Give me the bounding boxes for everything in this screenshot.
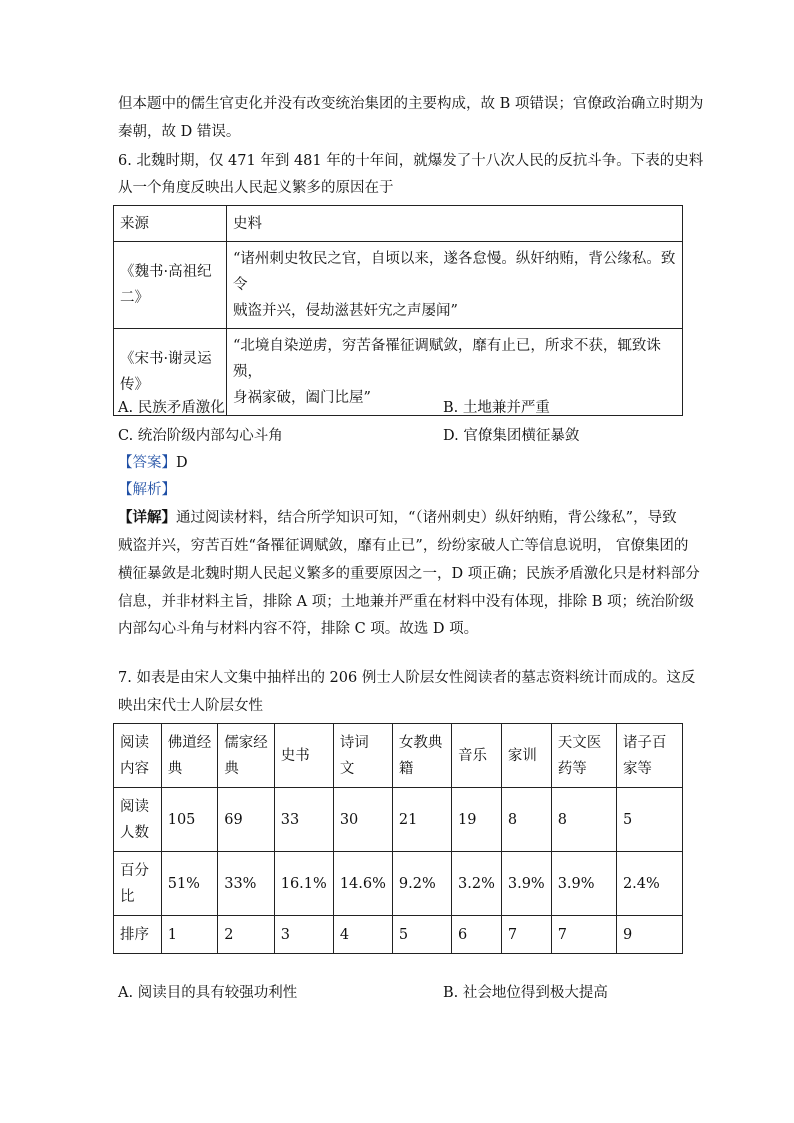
table-cell: 21 bbox=[392, 788, 451, 852]
q6-detail-line-3: 横征暴敛是北魏时期人民起义繁多的重要原因之一，D 项正确；民族矛盾激化只是材料部分 bbox=[118, 566, 700, 582]
q6-stem-line-1: 6. 北魏时期，仅 471 年到 481 年的十年间，就爆发了十八次人民的反抗斗争。下表的史料 bbox=[118, 153, 704, 169]
table-cell-text: “诸州刺史牧民之官，自顷以来，遂各怠慢。纵奸纳贿，背公缘私。致令 贼盗并兴，侵劫滋甚奸宄之声屡闻” bbox=[227, 242, 683, 329]
header-cell: 佛道经 典 bbox=[161, 724, 218, 788]
table-cell: 16.1% bbox=[274, 852, 333, 916]
table-cell-text: “北境自染逆虏，穷苦备罹征调赋敛，靡有止已，所求不获，辄致诛殒， 身祸家破，阖门比屋” bbox=[227, 329, 683, 416]
q6-option-d: D. 官僚集团横征暴敛 bbox=[443, 428, 580, 444]
table-cell: 51% bbox=[161, 852, 218, 916]
table-row bbox=[114, 916, 683, 954]
row-label: 排序 bbox=[114, 916, 162, 954]
q6-option-b: B. 土地兼并严重 bbox=[443, 400, 550, 416]
table-cell: 3.2% bbox=[452, 852, 502, 916]
table-cell: 9.2% bbox=[392, 852, 451, 916]
q7-option-b: B. 社会地位得到极大提高 bbox=[443, 985, 608, 1001]
header-cell: 天文医 药等 bbox=[551, 724, 616, 788]
table-cell-source: 《宋书·谢灵运 传》 bbox=[114, 329, 227, 416]
row-label: 百分 比 bbox=[114, 852, 162, 916]
answer-value: D bbox=[176, 455, 188, 471]
table-cell: 30 bbox=[333, 788, 392, 852]
header-cell: 音乐 bbox=[452, 724, 502, 788]
q7-reading-table bbox=[113, 723, 683, 954]
header-cell: 诗词 文 bbox=[333, 724, 392, 788]
q6-analysis-label: 【解析】 bbox=[118, 482, 176, 498]
q7-option-a: A. 阅读目的具有较强功利性 bbox=[118, 985, 298, 1001]
intro-line-1: 但本题中的儒生官吏化并没有改变统治集团的主要构成，故 B 项错误；官僚政治确立时期为 bbox=[118, 96, 704, 112]
table-row bbox=[114, 852, 683, 916]
table-cell: 3.9% bbox=[551, 852, 616, 916]
table-cell: 9 bbox=[616, 916, 682, 954]
q6-detail-line-2: 贼盗并兴，穷苦百姓“备罹征调赋敛，靡有止已”，纷纷家破人亡等信息说明， 官僚集团的 bbox=[118, 538, 689, 554]
q6-source-table bbox=[113, 205, 683, 416]
header-cell: 史书 bbox=[274, 724, 333, 788]
q6-stem-line-2: 从一个角度反映出人民起义繁多的原因在于 bbox=[118, 180, 394, 196]
table-cell: 1 bbox=[161, 916, 218, 954]
table-cell: 8 bbox=[551, 788, 616, 852]
table-cell: 7 bbox=[551, 916, 616, 954]
table-cell: 7 bbox=[501, 916, 551, 954]
q6-detail-line-5: 内部勾心斗角与材料内容不符，排除 C 项。故选 D 项。 bbox=[118, 621, 479, 637]
table-cell: 2.4% bbox=[616, 852, 682, 916]
table-cell: 14.6% bbox=[333, 852, 392, 916]
table-cell: 105 bbox=[161, 788, 218, 852]
table-cell: 3 bbox=[274, 916, 333, 954]
header-cell: 儒家经 典 bbox=[218, 724, 275, 788]
row-label: 阅读 人数 bbox=[114, 788, 162, 852]
q6-detail-line-1: 【详解】通过阅读材料，结合所学知识可知，“（诸州刺史）纵奸纳贿，背公缘私”，导致 bbox=[118, 509, 677, 526]
header-cell: 诸子百 家等 bbox=[616, 724, 682, 788]
header-cell: 女教典 籍 bbox=[392, 724, 451, 788]
table-header-row bbox=[114, 724, 683, 788]
q6-answer bbox=[118, 453, 688, 473]
table-cell: 5 bbox=[616, 788, 682, 852]
q7-stem-line-1: 7. 如表是由宋人文集中抽样出的 206 例士人阶层女性阅读者的墓志资料统计而成的。这反 bbox=[118, 670, 696, 686]
table-cell-source: 《魏书·高祖纪 二》 bbox=[114, 242, 227, 329]
q7-stem-line-2: 映出宋代士人阶层女性 bbox=[118, 698, 263, 714]
table-cell: 2 bbox=[218, 916, 275, 954]
table-cell: 8 bbox=[501, 788, 551, 852]
q6-option-a: A. 民族矛盾激化 bbox=[118, 400, 225, 416]
table-row bbox=[114, 242, 683, 329]
table-cell: 4 bbox=[333, 916, 392, 954]
table-cell: 33 bbox=[274, 788, 333, 852]
header-cell: 阅读 内容 bbox=[114, 724, 162, 788]
table-cell: 69 bbox=[218, 788, 275, 852]
table-cell: 33% bbox=[218, 852, 275, 916]
table-header-text: 史料 bbox=[227, 206, 683, 242]
intro-line-2: 秦朝，故 D 错误。 bbox=[118, 124, 241, 140]
detail-label: 【详解】 bbox=[118, 509, 176, 526]
q6-option-c: C. 统治阶级内部勾心斗角 bbox=[118, 428, 283, 444]
table-cell: 6 bbox=[452, 916, 502, 954]
table-cell: 19 bbox=[452, 788, 502, 852]
table-header-row bbox=[114, 206, 683, 242]
header-cell: 家训 bbox=[501, 724, 551, 788]
q6-detail-line-4: 信息，并非材料主旨，排除 A 项；土地兼并严重在材料中没有体现，排除 B 项；统治阶级 bbox=[118, 594, 695, 610]
table-cell: 3.9% bbox=[501, 852, 551, 916]
table-row bbox=[114, 788, 683, 852]
table-cell: 5 bbox=[392, 916, 451, 954]
table-header-source: 来源 bbox=[114, 206, 227, 242]
answer-label: 【答案】 bbox=[118, 455, 176, 471]
